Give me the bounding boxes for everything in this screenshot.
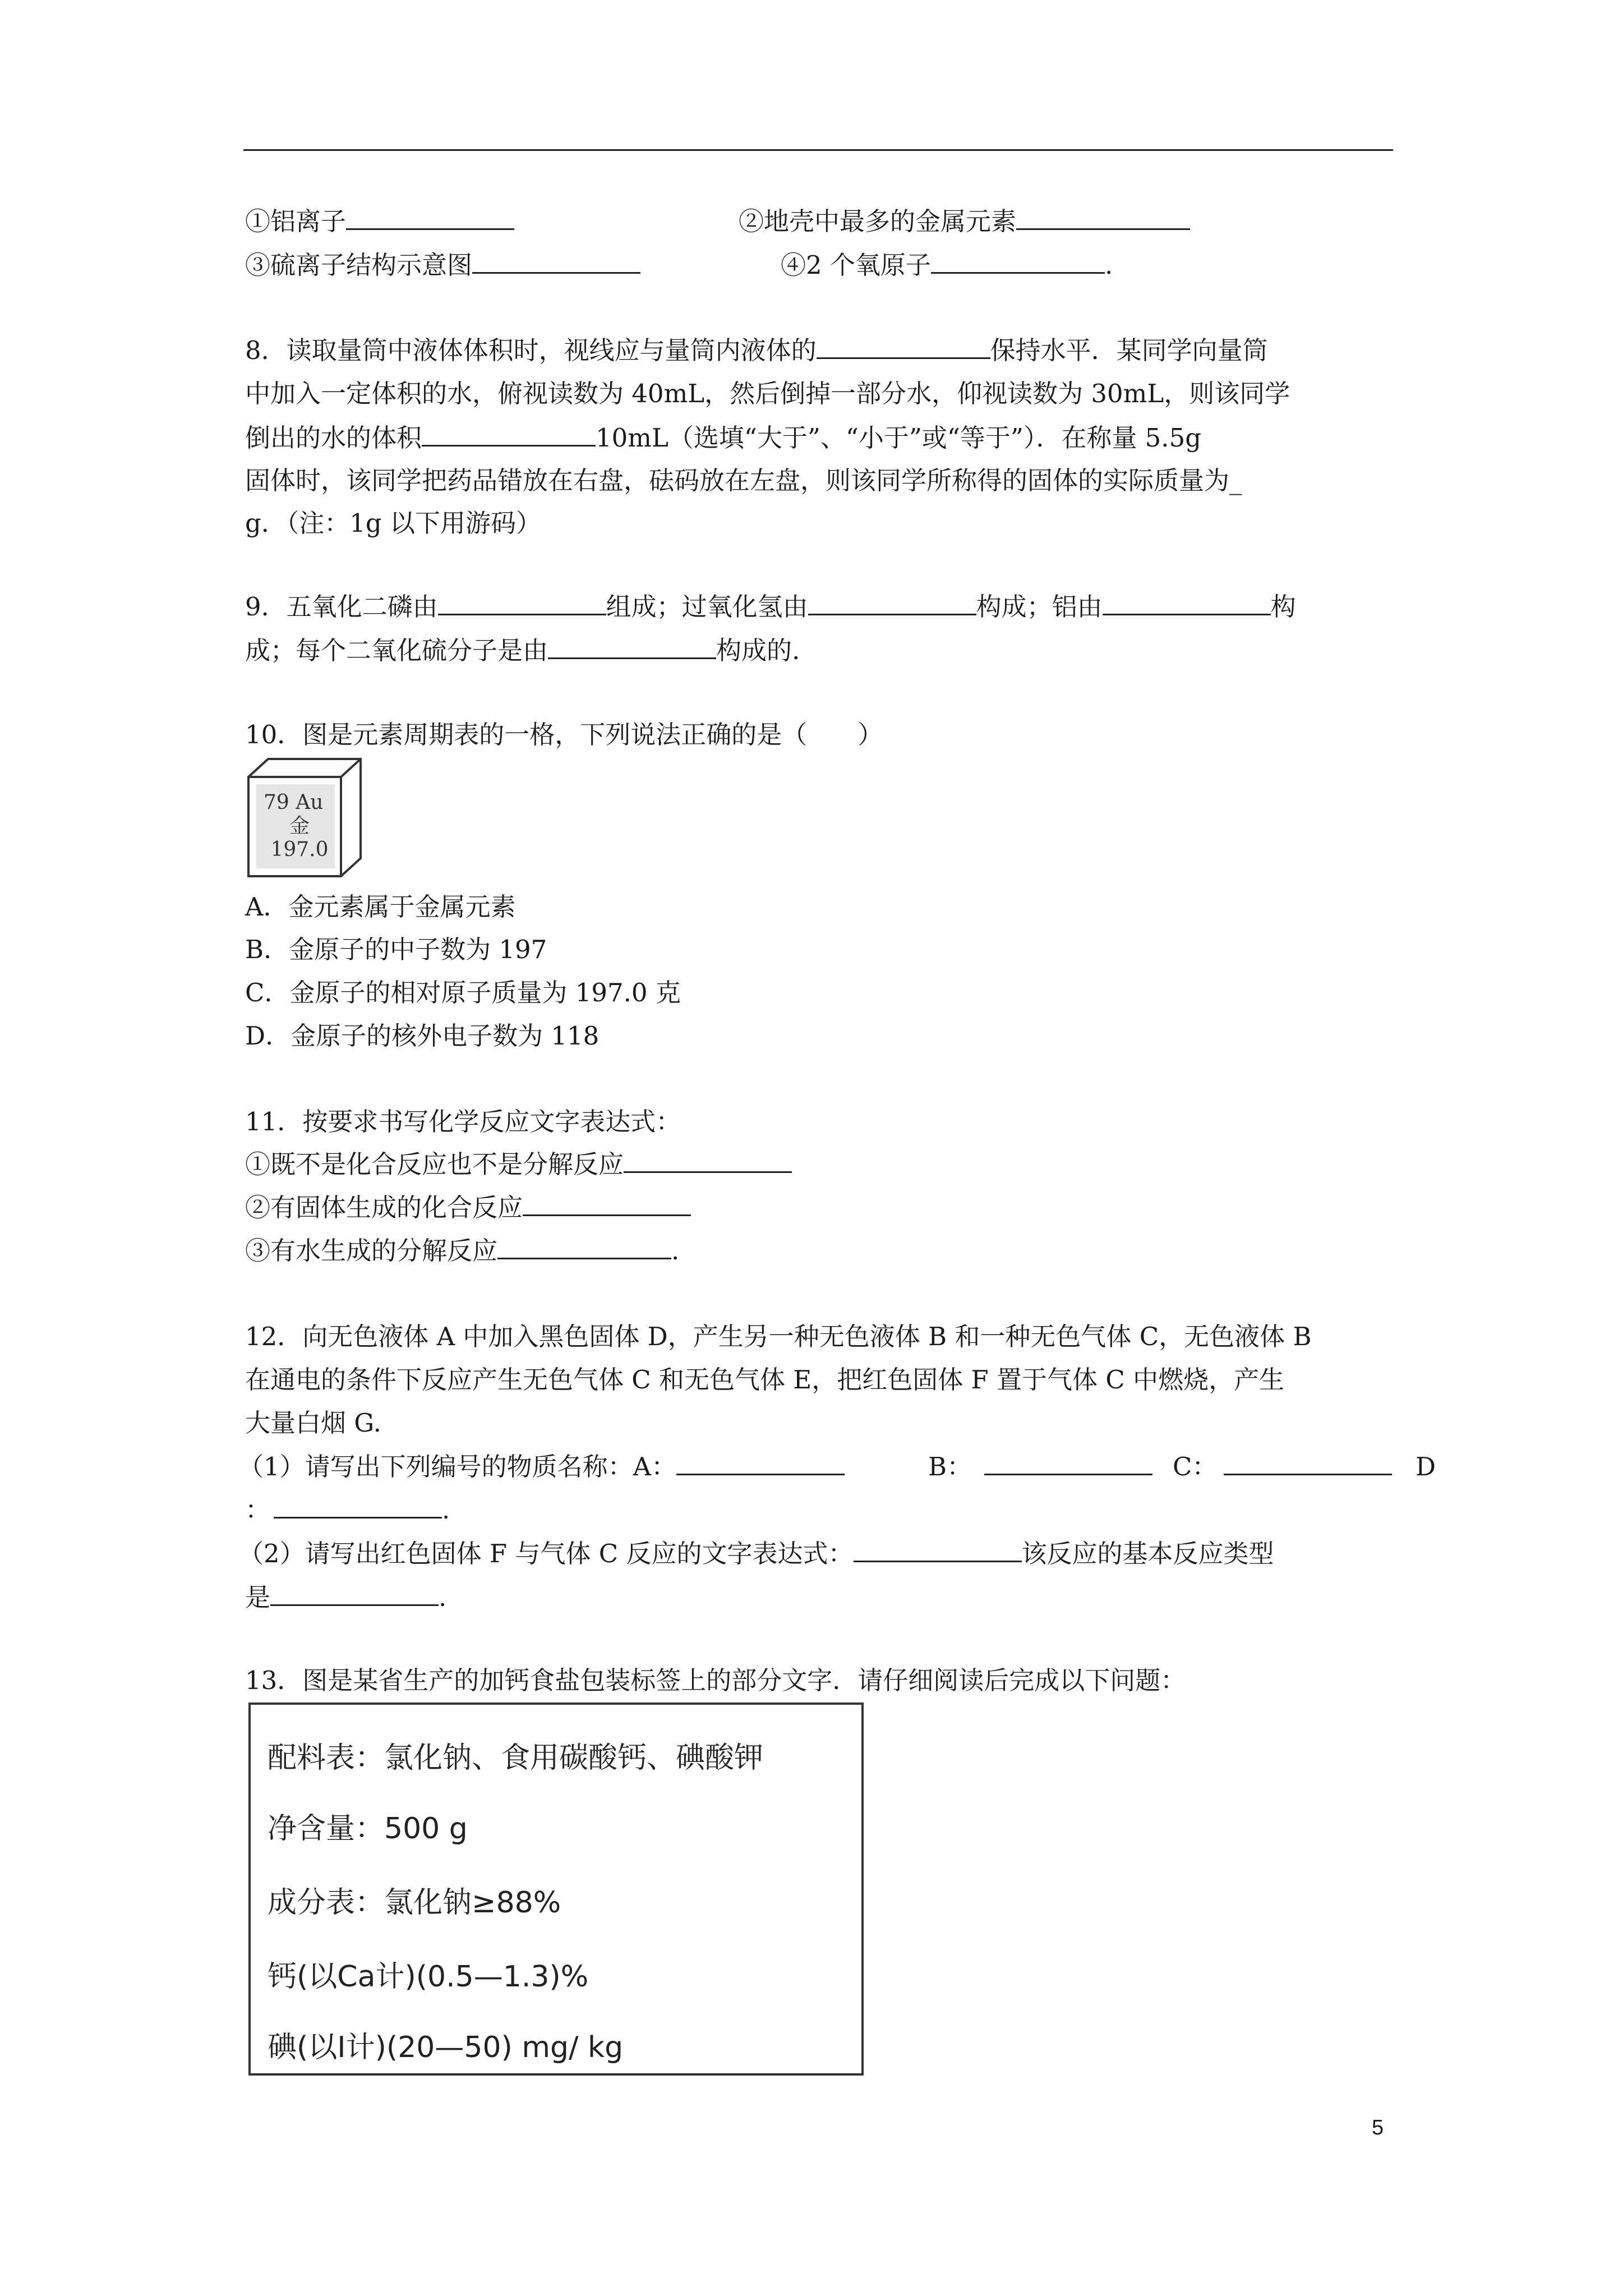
cell-symbol: 79 Au	[264, 791, 324, 814]
q12-line2: 在通电的条件下反应产生无色气体 C 和无色气体 E，把红色固体 F 置于气体 C 中燃烧，产生	[245, 1365, 1285, 1395]
label-composition: 成分表：氯化钠≥88%	[268, 1886, 561, 1920]
q7-item1: ①铝离子	[245, 199, 514, 244]
label-iodine: 碘(以I计)(20—50) mg/ kg	[268, 2031, 624, 2064]
q12-part2: （2）请写出红色固体 F 与气体 C 反应的文字表达式： 该反应的基本反应类型	[238, 1531, 1274, 1576]
answer-blank[interactable]	[1016, 200, 1190, 230]
answer-blank[interactable]	[1224, 1446, 1392, 1475]
q9-line1: 9．五氧化二磷由 组成；过氧化氢由 构成；铝由 构	[245, 585, 1296, 629]
q12-part1: （1）请写出下列编号的物质名称：A：	[238, 1444, 845, 1489]
answer-blank[interactable]	[624, 1143, 792, 1173]
label-calcium: 钙(以Ca计)(0.5—1.3)%	[268, 1960, 589, 1994]
q8-line4: 固体时，该同学把药品错放在右盘，砝码放在左盘，则该同学所称得的固体的实际质量为_	[245, 466, 1242, 495]
label-net-content: 净含量：500 g	[268, 1812, 468, 1846]
q13-stem: 13．图是某省生产的加钙食盐包装标签上的部分文字．请仔细阅读后完成以下问题：	[245, 1665, 1186, 1695]
q11-item2: ②有固体生成的化合反应	[245, 1185, 691, 1230]
answer-blank[interactable]	[497, 1230, 671, 1259]
q8-line2: 中加入一定体积的水，俯视读数为 40mL，然后倒掉一部分水，仰视读数为 30mL，则该同学	[245, 379, 1290, 408]
q12-part1-b: B：	[928, 1444, 1152, 1489]
q12-line1: 12．向无色液体 A 中加入黑色固体 D，产生另一种无色液体 B 和一种无色气体 C，无色液体 B	[245, 1322, 1312, 1351]
answer-blank[interactable]	[472, 244, 640, 274]
cell-name: 金	[289, 815, 310, 838]
answer-blank[interactable]	[274, 1489, 442, 1519]
answer-blank[interactable]	[422, 417, 596, 447]
q10-option-a: A．金元素属于金属元素	[245, 892, 516, 922]
answer-blank[interactable]	[438, 586, 606, 615]
answer-blank[interactable]	[931, 244, 1105, 274]
answer-blank[interactable]	[854, 1533, 1022, 1562]
cell-mass: 197.0	[270, 838, 329, 861]
periodic-table-cell	[247, 757, 365, 878]
q12-line3: 大量白烟 G.	[245, 1408, 381, 1438]
q7-item4: ④2 个氧原子 .	[781, 243, 1113, 288]
q9-line2: 成；每个二氧化硫分子是由 构成的.	[245, 628, 800, 673]
q10-stem: 10．图是元素周期表的一格，下列说法正确的是（ ）	[245, 720, 883, 749]
page-number: 5	[1372, 2116, 1384, 2139]
q12-part1-d: D	[1415, 1452, 1436, 1481]
answer-blank[interactable]	[984, 1446, 1152, 1475]
answer-blank[interactable]	[676, 1446, 845, 1475]
answer-blank[interactable]	[1103, 586, 1271, 615]
q10-option-c: C．金原子的相对原子质量为 197.0 克	[245, 978, 681, 1007]
answer-blank[interactable]	[808, 586, 976, 615]
q10-option-b: B．金原子的中子数为 197	[245, 935, 547, 964]
salt-package-label	[248, 1703, 864, 2076]
q7-item3: ③硫离子结构示意图	[245, 243, 640, 288]
answer-blank[interactable]	[270, 1576, 439, 1606]
answer-blank[interactable]	[346, 200, 514, 230]
q12-part2-type: 是 .	[245, 1575, 446, 1620]
q8-line5: g．（注：1g 以下用游码）	[245, 508, 542, 538]
q11-stem: 11．按要求书写化学反应文字表达式：	[245, 1107, 681, 1137]
q7-item2: ②地壳中最多的金属元素	[739, 199, 1190, 244]
answer-blank[interactable]	[548, 629, 716, 659]
answer-blank[interactable]	[523, 1186, 691, 1216]
q10-option-d: D．金原子的核外电子数为 118	[245, 1021, 600, 1051]
q12-part1-c: C：	[1173, 1444, 1392, 1489]
header-rule	[243, 149, 1393, 151]
label-ingredients: 配料表：氯化钠、食用碳酸钙、碘酸钾	[268, 1741, 764, 1775]
q11-item1: ①既不是化合反应也不是分解反应	[245, 1142, 792, 1187]
q8-line1: 8．读取量筒中液体体积时，视线应与量筒内液体的 保持水平．某同学向量筒	[245, 328, 1268, 373]
q12-part1-d-blank: ： .	[245, 1488, 450, 1533]
q8-line3: 倒出的水的体积 10mL（选填“大于”、“小于”或“等于”）．在称量 5.5g	[245, 416, 1201, 461]
q11-item3: ③有水生成的分解反应 .	[245, 1228, 679, 1273]
answer-blank[interactable]	[817, 329, 990, 359]
